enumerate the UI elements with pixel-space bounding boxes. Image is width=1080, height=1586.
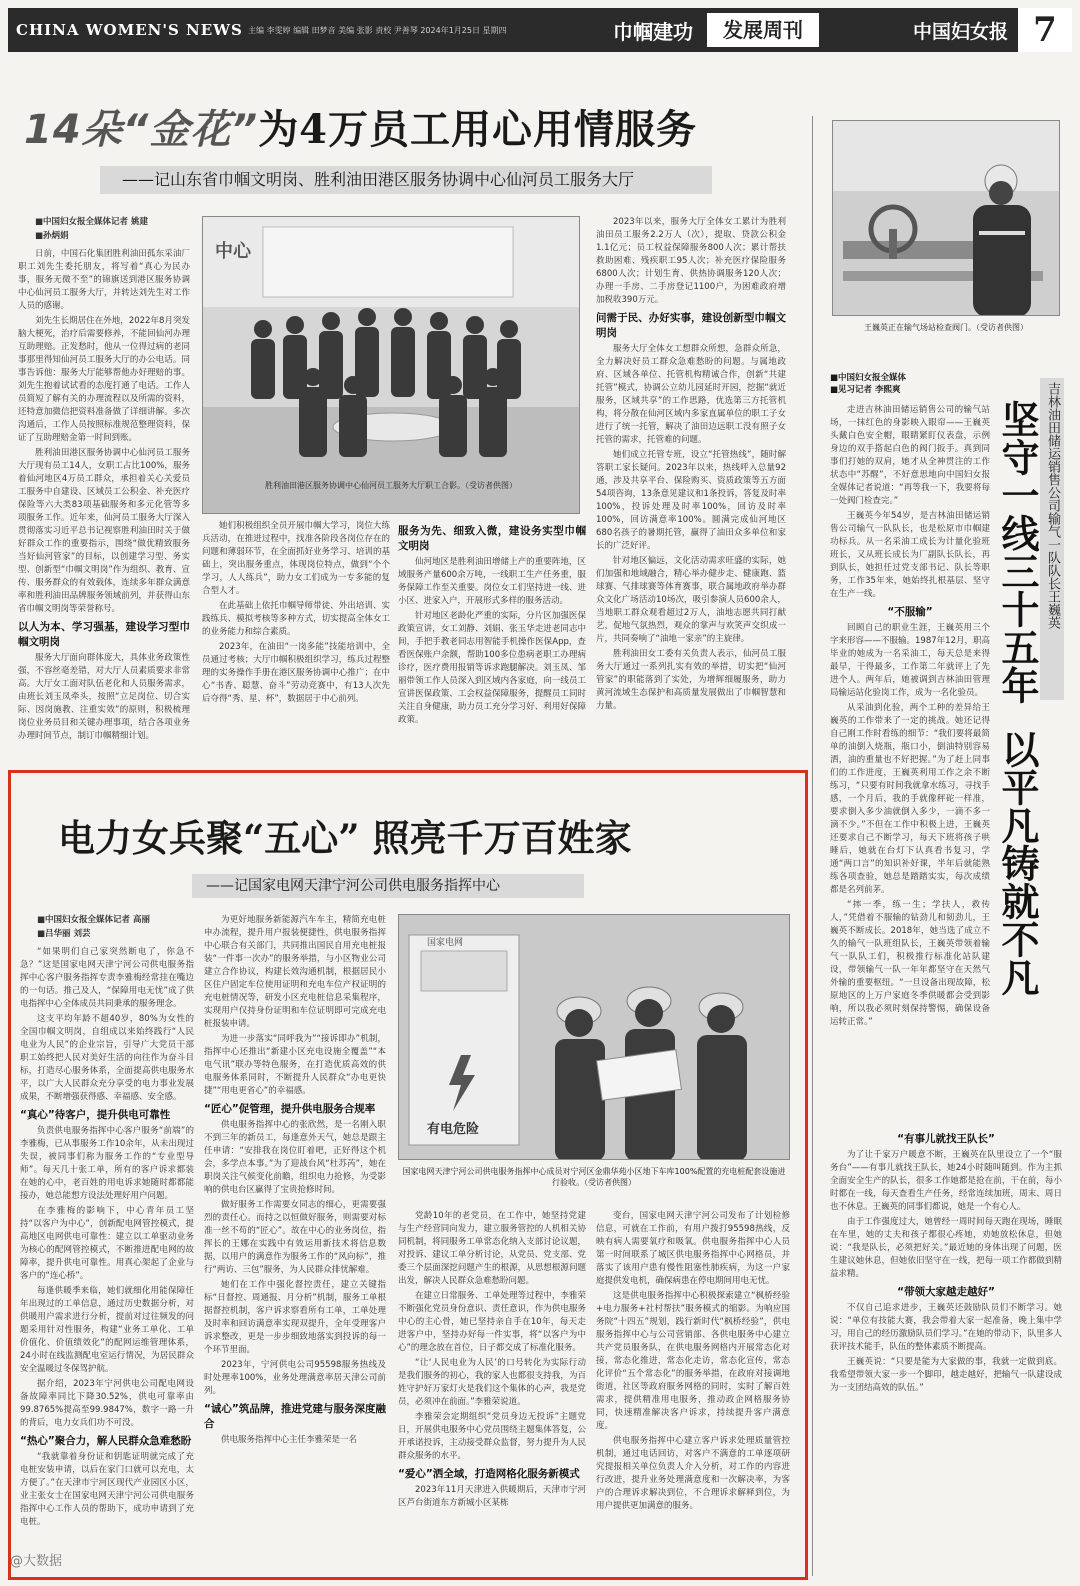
- group-photo-illustration: [203, 217, 580, 514]
- bottom-column-2: [204, 914, 386, 1574]
- weekly-label: 发展周刊: [707, 13, 819, 47]
- bottom-byline-2: ■ 吕华丽 刘芸: [20, 928, 194, 940]
- watermark: @大数据: [10, 1554, 63, 1569]
- paper-name: CHINA WOMEN'S NEWS: [16, 21, 243, 39]
- top-byline-1: ■ 中国妇女报全媒体记者 姚建: [18, 216, 190, 228]
- top-paragraph: 服务大厅全体女工想群众所想，急群众所急，全力解决好员工群众急难愁盼的问题。与属地政府、区域各单位、托管机构精诚合作，创新“共建托管”模式，协调公立幼儿园延时开园，挖掘“就近服务，区域共享”的工作思路，优选第三方托管机构，将分散在仙河区域内多家直属单位的职工子女进行了统一托管，解决了油田边远职工没有照子女托管的需求，托管难的问题。: [596, 344, 786, 445]
- bottom-paragraph: 据介绍，2023年宁河供电公司配电网设备故障率同比下降30.52%，供电可靠率由99.8765%提高至99.9847%，数字一路一升的背后，电力女兵们功不可没。: [20, 1379, 194, 1428]
- top-subtitle: ——记山东省巾帼文明岗、胜利油田港区服务协调中心仙河员工服务大厅: [100, 166, 712, 194]
- bottom-paragraph: 供电服务指挥中心的张欣然，是一名刚入职不到三年的新员工，每逢意外天气，她总是跟主任申请：“安排我在岗位盯着吧，正好得这个机会，多学点本事。”为了迎战台风“杜苏芮”，她在职岗关注气候变化前瞻，组织电力抢修，为受影响的供电台区赢得了宝贵抢修时间。: [204, 1120, 386, 1195]
- bottom-paragraph: “让‘人民电业为人民’的口号转化为实际行动是我们服务的初心，我的家人也都很支持我，为百姓守护好万家灯火是我们这个集体的心声，我是党员，必须冲在前面。”李雅荣说道。: [398, 1358, 586, 1407]
- paper-logo: 中国妇女报: [912, 20, 1008, 43]
- bottom-paragraph: 这支平均年龄不超40岁，80%为女性的全国巾帼文明岗，自组成以来始终践行“人民电业为人民”的企业宗旨，引导广大党员干部职工始终把人民对美好生活的向往作为奋斗目标，打造尽心服务体系，全面提高供电服务水平，以广大人民群众充分享受的电力事业发展成果，不断增强获得感、幸福感、安全感。: [20, 1014, 194, 1102]
- masthead: [8, 8, 1072, 52]
- bottom-paragraph: 在建立日常服务、工单处理等过程中，李雅荣不断强化党员身份意识、责任意识，作为供电服务中心的主心骨，她已坚持亲自手在10年，每天走进客户中，坚持办好每一件实事，将“以客户为中心”的理念放在首位，日子都交成了标准化服务。: [398, 1291, 586, 1353]
- right-title-line-2: 以平凡铸就不凡: [995, 730, 1040, 996]
- right-paragraph: 回顾自己的职业生涯，王巍英用三个字来形容——不服输。1987年12月，职高毕业的她成为一名采油工，每天总是来得最早，干得最多，工作第二年就评上了先进个人。两年后，她被调到吉林油田管理局输运站化验岗工作，成为一名化验员。: [830, 623, 990, 698]
- bottom-subhead-2: “热心”聚合力，解人民群众急难愁盼: [20, 1435, 192, 1447]
- top-paragraph: 她们成立托管专班，设立“托管热线”，随时解答职工家长疑问。2023年以来，热线呼入总量92通，涉及共享平台、保险购买、资质政策等五方面54项咨询，13条意见建议和1条投诉，答复及时率100%，投诉处理及时率100%，回访及时率100%，回访满意率100%。圆满完成仙河地区680名孩子的暑期托管，赢得了油田众多单位和家长的广泛好评。: [596, 450, 786, 551]
- top-column-2: [202, 520, 390, 760]
- bottom-byline-1: ■ 中国妇女报全媒体记者 高丽: [20, 914, 194, 926]
- photo-sign-text: 中心: [215, 241, 251, 262]
- right-subhead-3: “带领大家越走越好”: [897, 1286, 995, 1298]
- top-subhead-2: 服务为先、细致入微，建设务实型巾帼文明岗: [398, 525, 586, 552]
- top-paragraph: 针对地区老龄化严重的实际，分片区加强医保政策宣讲，女工刘静、刘娟、张玉华走进老同志中间，手把手教老同志用智能手机操作医保App，查看医保账户余额，帮助100多位患病老职工办理病诊疗，医疗费用报销等诉求跑腿解决。刘玉凤、邹丽带领工作人员深入到区域内各家庭，向一线员工宣讲医保政策、工会权益保障服务，提醒员工同时关注自身健康，助力员工充分学习好、利用好保障政策。: [398, 611, 586, 725]
- top-paragraph: 2023年，在油田“一岗多能”技能培训中，全员通过考核；大厅巾帼积极组织学习，练兵过程整理的实务操作手册在港区服务协调中心推广；在中心“书香、聪慧、奋斗”劳动竞赛中，有13人次先后夺得“秀、星、杯”，数据居于中心前列。: [202, 642, 390, 704]
- top-headline-em: 14朵“金花”: [24, 107, 259, 153]
- bottom-paragraph: 做好服务工作需要女同志的细心，更需要强烈的责任心。而持之以恒做好服务，则需要对标准一丝不苟的“匠心”。故在中心的业务岗位，指挥长的王娜在实践中有效运用新技术将信息数据，以用户的满意作为服务工作的“风向标”，推行“两访、三包”服务，为人民群众排忧解难。: [204, 1200, 386, 1275]
- top-group-photo: [202, 216, 580, 514]
- right-subhead-2: “有事儿就找王队长”: [897, 1133, 995, 1145]
- top-paragraph: 在此基础上依托巾帼导师带徒、外出培训、实践练兵、模拟考核等多种方式，切实提高全体女工的业务能力和综合素质。: [202, 601, 390, 637]
- bottom-photo: [398, 914, 790, 1160]
- editor-meta: 主编 李雯婷 编辑 田梦音 美编 张影 责校 尹善琴 2024年1月25日 星期四: [248, 25, 507, 35]
- danger-sign-text: 有电危险: [427, 1122, 480, 1137]
- page-number: 7: [1018, 8, 1072, 52]
- top-byline-2: ■ 孙炳娟: [18, 230, 190, 242]
- bottom-paragraph: 每逢供暖季来临，她们就细化用能保障任年出现过的工单信息，通过历史数据分析，对供暖用户需求进行分析，提前对过往频发的问题采用针对性服务，构建“业务工单化、工单价值化、价值绩效化”的配网运维管理体系，24小时在线监测配电室运行情况，为居民群众安全温暖过冬保驾护航。: [20, 1286, 194, 1374]
- right-paragraph: 为了让千家万户暖意不断，王巍英在队里设立了一个“服务台”——有事儿就找王队长，她24小时随叫随到。作为主抓全面安全生产的队长，很多工作她都是抢在前，干在前，每小时都在一线，每天查看生产任务，经常连续加班，周末、周日也不休息。王巍英的同事们都说，她是一个有心人。: [830, 1150, 1062, 1212]
- bottom-paragraph: 为更好地服务新能源汽车车主，精简充电桩申办流程，提升用户报装便捷性，供电服务指挥中心联合有关部门，共同推出国民自用充电桩报装“一件事一次办”的服务举措，与小区物业公司建立合作协议，构建长效沟通机制，根据居民小区住户固定车位使用证明和充电车位产权证明的充电桩情况等，研发小区充电桩信息采集程序，实现用户仅持身份证明和车位证明即可完成充电桩报装申请。: [204, 915, 386, 1029]
- top-paragraph: 仙河地区是胜利油田增储上产的重要阵地，区域服务产量600余万吨，一线职工生产任务重，服务保障工作至关重要。岗位女工们坚持进一线、进小区、进家入户，开展形式多样的服务活动。: [398, 557, 586, 606]
- top-column-1: [18, 216, 190, 756]
- bottom-paragraph: “我就靠着身份证和钥匙证明就完成了充电桩安装申请，以后在家门口就可以充电，太方便了。”在天津市宁河区现代产业园区小区，业主张女士在国家电网天津宁河公司供电服务指挥中心工作人员的帮助下，成功申请到了充电桩。: [20, 1452, 194, 1527]
- top-paragraph: 日前，中国石化集团胜利油田孤东采油厂职工刘先生委托朋友，将写着“真心为民办事，服务无微不至”的锦旗送到港区服务协调中心仙河员工服务大厅，并转达刘先生对工作人员的感谢。: [18, 249, 190, 311]
- bottom-subhead-1: “真心”待客户，提升供电可靠性: [20, 1109, 171, 1121]
- bottom-paragraph: 负责供电服务指挥中心客户服务“前端”的李雅梅，已从事服务工作10余年，从未出现过失误，被同事们称为服务工作的“专业型导师”。每天几十张工单，所有的客户诉求都装在她的心中，老百姓的用电诉求她随时都都能接办，她总能想方设法处理好用户问题。: [20, 1126, 194, 1201]
- right-subhead-1: “不服输”: [887, 606, 933, 618]
- bottom-paragraph: “如果明们自己家突然断电了，你急不急？”这是国家电网天津宁河公司供电服务指挥中心客户服务指挥专责李雅梅经常挂在嘴边的一句话。推己及人，“保障用电无忧”成了供电指挥中心全体成员共同秉承的服务理念。: [20, 947, 194, 1009]
- charging-station-illustration: [399, 915, 790, 1160]
- bottom-subhead-3: “匠心”促管理，提升供电服务合规率: [204, 1103, 376, 1115]
- top-paragraph: 她们积极组织全员开展巾帼大学习，岗位大练兵活动，在推进过程中，找准各阶段各岗位存在的问题和薄弱环节，在全面抓好业务学习、培训的基础上，突出服务重点，体现岗位特点，做到“个个学习，人人练兵”，助力女工们成为一专多能的复合型人才。: [202, 521, 390, 596]
- right-vertical-title: [996, 400, 1038, 1100]
- right-paragraph: 王巍英今年54岁，是吉林油田储运销售公司输气一队队长，也是松原市巾帼建功标兵。从一名采油工成长为计量化验班班长，又从班长成长为厂副队长队长，再到队长，她担任过党支部书记、队长等职务，工作35年来，她始终扎根基层、坚守在生产一线。: [830, 511, 990, 599]
- bottom-column-4: [596, 1210, 790, 1574]
- bottom-paragraph: 李雅荣会定期组织“党员身边无投诉”主题党日，开展供电服务中心党员围绕主题集体答复，公开承诺投诉，主动接受群众监督，努力提升为人民群众服务的水平。: [398, 1412, 586, 1461]
- column-divider: [812, 116, 813, 1576]
- top-byline: [18, 216, 190, 242]
- top-column-3: [398, 520, 586, 760]
- top-headline-rest: 为4万员工用心用情服务: [258, 106, 698, 153]
- top-paragraph: 胜利油田女工委有关负责人表示，仙河员工服务大厅通过一系列扎实有效的举措，切实把“仙河管家”的职能落到了实处，为增辉细履服务，助力黄河流域生态保护和高质量发展做出了巾帼智慧和力量。: [596, 649, 786, 711]
- bottom-paragraph: 供电服务指挥中心建立客户诉求处理质量管控机制，通过电话回访，对客户不满意的工单逐项研究提报相关单位负责人介入分析，对工作的内容进行改进，提升业务处理满意度和一次解决率，为客户的合理诉求解决到位，不合理诉求解释到位，为用户提供更加满意的服务。: [596, 1436, 790, 1511]
- bottom-paragraph: 她们在工作中强化督控责任，建立关键指标“日督控、周通报、月分析”机制，服务工单根据督控机制，客户诉求察看所有工单，工单处理及时率和回访满意率实现双提升，全年受理客户诉求整改，更是一步步细致地落实到投诉的每一个环节里面。: [204, 1280, 386, 1355]
- bottom-byline: [20, 914, 194, 940]
- bottom-paragraph: 这是供电服务指挥中心积极探索建立“枫桥经验+电力服务+社村帮扶”服务模式的缩影。为响应国务院“十四五”规划，践行新时代“枫桥经验”，供电服务指挥中心与公司营销部、各供电服务中心建立共产党员服务队，在供电服务网格内开展常态化对接，常态化推进，常态化走访，常态化宣传，常态化评价“五个常态化”的服务举措，在政府对接调地街道，社区等政府服务网格的同时，实时了解百姓需求，提供精准用电服务，推动政企网格服务协同，快速精准解决客户诉求，持续提升客户满意度。: [596, 1291, 790, 1431]
- bottom-photo-caption: 国家电网天津宁河公司供电服务指挥中心成员对宁河区金鼎华苑小区地下车库100%配置的充电桩配套设施进行验收。（受访者供图）: [402, 1167, 786, 1187]
- bottom-paragraph: 为进一步落实“同呼我为”“接诉即办”机制，指挥中心还推出“新建小区充电设施全覆盖”“本电气讯”联办等特色服务，在打造优质高效的供电服务体系同时，不断提升人民群众“办电更快捷”“用电更省心”的幸福感。: [204, 1034, 386, 1096]
- bottom-column-3: [398, 1210, 586, 1574]
- right-photo: [832, 120, 1060, 316]
- valve-inspection-illustration: [833, 121, 1060, 316]
- section-label: 巾帼建功: [613, 19, 693, 44]
- bottom-column-1: [20, 914, 194, 1574]
- bottom-paragraph: 变台，国家电网天津宁河公司发布了计划检修信息，可就在工作前，有用户拨打95598热线，反映有病人需要氧疗和吸氧。供电服务指挥中心人员第一时间联系了城区供电服务指挥中心网格员，并落实了该用户患有慢性阻塞性肺疾病，为这一户家庭提供发电机，确保病患在停电期间用电无忧。: [596, 1211, 790, 1286]
- right-photo-caption: 王巍英正在输气场站检查阀门。（受访者供图）: [864, 323, 1028, 332]
- top-subhead-1: 以人为本、学习强基，建设学习型巾帼文明岗: [18, 621, 190, 648]
- bottom-paragraph: 供电服务指挥中心主任李雅荣是一名: [221, 1435, 358, 1445]
- top-paragraph: 2023年以来，服务大厅全体女工累计为胜利油田员工服务2.2万人（次），提取、贷款公积金1.1亿元；员工权益保障服务800人次；累计帮扶救助困难、残疾职工95人次；补充医疗保险服务6800人次；计划生育、供热协调服务120人次；办理一手房、二手房登记1100户，为困难政府增加税收390万元。: [596, 217, 786, 305]
- right-column-2: [830, 1128, 1062, 1576]
- bottom-subtitle: ——记国家电网天津宁河公司供电服务指挥中心: [192, 874, 584, 898]
- bottom-paragraph: 2023年，宁河供电公司95598服务热线及时处理率100%，业务处理满意率居天津公司前列。: [204, 1360, 386, 1396]
- top-headline: [24, 98, 824, 158]
- right-vertical-subtitle: 吉林油田储运销售公司输气一队队长王巍英: [1040, 378, 1064, 700]
- top-subhead-3: 问需于民、办好实事，建设创新型巾帼文明岗: [596, 312, 786, 339]
- bottom-paragraph: 党龄10年的老党员，在工作中，她坚持党建与生产经营同向发力，建立服务管控的人机相关协同机制，将同服务工单常态化纳入支部讨论议题，对投诉、建议工单分析讨论，从党员、党支部、党委三个层面深挖问题产生的根源，从思想根源问题出发，解决人民群众急难愁盼问题。: [398, 1211, 586, 1286]
- brand-sign-text: 国家电网: [427, 938, 464, 948]
- right-paragraph: 由于工作强度过大，她曾经一周时间每天跑在现场，睡眠在车里，她的丈夫和孩子都很心疼她，劝她放松休息，但她说：“我是队长，必须把好关。”最近她的身体出现了问题，医生建议她休息，但她依旧坚守在一线，把每一项工作都做到精益求精。: [830, 1217, 1062, 1279]
- right-paragraph: 走进吉林油田储运销售公司的输气站场，一抹红色的身影映入眼帘——王巍英头戴白色安全帽，眼睛紧盯仪表盘，示例身边的双手搭起白色的阀门扳手。真到同事们打她的双肩，她才从全神贯注的工作状态中“苏醒”，不好意思地向中国妇女报全媒体记者说道：“再等我一下，我要将每一处阀门检查完。”: [830, 405, 990, 506]
- top-paragraph: 刘先生长期居住在外地，2022年8月突发脑大梗死，治疗后需要修养，不能回仙河办理互助理赔。正发愁时，他从一位得过病的老同事那里得知仙河员工服务大厅的办公电话。同事告诉他：服务大厅能够帮他办好理赔的事。刘先生抱着试试看的态度打通了电话。工作人员简短了解有关的办理流程以及所需的资料，还特意加微信把资料准备做了详细讲解。多次沟通后，工作人员按照标准规范整理资料，保证了互助理赔金第一时间到账。: [18, 316, 190, 443]
- bottom-subhead-5: “爱心”洒全域，打造网格化服务新模式: [398, 1468, 580, 1480]
- top-paragraph: 针对地区偏远，文化活动需求旺盛的实际，她们加强和地域融合，精心举办健步走、健康跑、篮球赛、气排球赛等体育赛事，联合属地政府举办群众文化广场活动10场次，吸引参演人员600余人，当地职工群众观看超过2万人，油地志愿共同打献艺，促地气氛热烈，观众的掌声与欢笑声交织成一片，共同奏响了“油地一家亲”的主旋律。: [596, 556, 786, 644]
- right-byline-2: ■ 见习记者 李熙爽: [830, 384, 990, 396]
- right-title-line-1: 坚守一线三十五年: [995, 400, 1040, 704]
- top-column-4: [596, 216, 786, 760]
- right-paragraph: “摔一季，练一生；学扶人，救传人，”凭借着不服输的钻劲儿和韧劲儿，王巍英不断成长。2018年，她当选了成立不久的输气一队班组队长，王巍英带领着输气一队队工们，积极推行标准化站队建设，带领输气一队一年年都坚守在天然气外输的重要枢纽。“一旦设备出现故障，松原地区的上万户家庭冬季供暖都会受到影响，所以我必须时刻保持警惕，确保设备运转正常。”: [830, 900, 990, 1027]
- bottom-headline: 电力女兵聚“五心” 照亮千万百姓家: [58, 816, 632, 860]
- top-paragraph: 服务大厅面向群体庞大，具体业务政策性强，不容丝毫差错，对大厅人员素质要求非常高。大厅女工面对队伍老化和人员服务需求，由班长刘玉凤牵头，按照“立足岗位、切合实际、因岗施教、注重实效”的原则，积极梳理岗位业务员目和关键办理事项，结合各项业务办理时间节点，制订巾帼精细计划。: [18, 653, 190, 741]
- bottom-paragraph: 在李雅梅的影响下，中心青年员工坚持“以客户为中心”，创新配电网管控模式，提高地区电网供电可靠性：建立以工单驱动业务为核心的配网管控模式，不断推进配电网的故障率，提升供电可靠性。用真心架起了企业与客户的“连心桥”。: [20, 1206, 194, 1281]
- right-paragraph: 不仅自己追求进步，王巍英还鼓励队员们不断学习。她说：“单位有技能大赛，我会带着大家一起准备，晚上集中学习，用自己的经历激励队员们学习。”在她的带动下，队里多人获评技术能手，队伍的整体素质不断提高。: [830, 1303, 1062, 1352]
- bottom-subhead-4: “诚心”筑品牌，推进党建与服务深度融合: [204, 1403, 386, 1430]
- bottom-paragraph: 2023年11月天津进入供暖期后，天津市宁河区芦台街道东方新城小区某栋: [398, 1485, 586, 1508]
- top-photo-caption: 胜利油田港区服务协调中心仙河员工服务大厅职工合影。（受访者供图）: [265, 481, 517, 490]
- right-byline: [830, 372, 990, 396]
- right-paragraph: 从采油到化验，两个工种的差异给王巍英的工作带来了一定的挑战。她还记得自己刚工作时看练的细节：“我们要将最简单的油倒入烧瓶，瓶口小，倒油特别容易洒，油的重量也不好把握。”为了赶上同事们的工作进度，王巍英利用工作之余不断练习，“只要有时间我就拿水练习，寻找手感，一个月后，我的手就像秤砣一样准，要求倒入多少油就倒入多少，一滴不多一滴不少。”不但在工作中积极上进，王巍英还要求自己不断学习，每天下班将孩子哄睡后，她就在台灯下认真看书复习，学通“两口言”的知识补好课，半年后就能熟练各项查验，她总是踏踏实实，每次成绩都是名列前茅。: [830, 703, 990, 895]
- top-paragraph: 胜利油田港区服务协调中心仙河员工服务大厅现有员工14人，女职工占比100%，服务着仙河地区4万员工群众，承担着关心关爱员工服务中自建设、区域员工公积金、补充医疗保险等六大类83项基础服务和多元化管等多项服务工作。近年来，仙河员工服务大厅深入贯彻落实习近平总书记视察胜利油田时关于做好群众工作的重要指示，围绕“做优精致服务 当好仙河管家”的目标，以创建学习型、务实型、创新型“巾帼文明岗”作为组织、教育、宣传、服务群众的有效载体，连续多年群众满意率和胜利油田品牌服务领域前列，并获得山东省巾帼文明岗等荣誉称号。: [18, 448, 190, 614]
- right-byline-1: ■ 中国妇女报全媒体: [830, 372, 990, 384]
- right-column-1: [830, 404, 990, 1124]
- right-paragraph: 王巍英说：“只要是能为大家做的事，我就一定做到底。我希望带领大家一步一个脚印，越走越好，把输气一队建设成为一支团结高效的队伍。”: [830, 1357, 1062, 1393]
